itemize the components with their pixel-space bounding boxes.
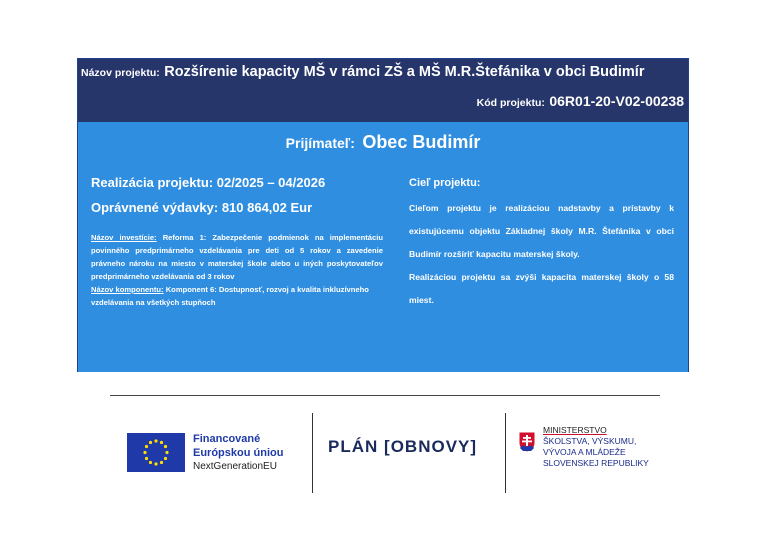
project-name-value: Rozšírenie kapacity MŠ v rámci ZŠ a MŠ M.R.Štefánika v obci Budimír <box>164 64 645 80</box>
poster-body <box>78 122 688 372</box>
project-name-label: Názov projektu: <box>81 67 160 79</box>
goal-text-1: Cieľom projektu je realizáciou nadstavby a prístavby k existujúcemu objektu Základnej školy M.R. Štefánika v obci Budimír rozšíriť kapacitu materskej školy. <box>409 203 674 259</box>
recipient-label: Prijímateľ: <box>285 135 355 151</box>
bracket-open-icon: [ <box>384 437 391 456</box>
divider-line <box>110 395 660 396</box>
plan-word: PLÁN <box>328 437 379 456</box>
expenses <box>91 200 383 215</box>
ministry-line-2: ŠKOLSTVA, VÝSKUMU, <box>543 436 637 446</box>
logo-divider-1 <box>312 413 313 493</box>
investment-label: Názov investície: <box>91 233 157 242</box>
obnovy-word: OBNOVY <box>390 437 471 456</box>
poster-header <box>78 59 688 122</box>
ministry-line-3: VÝVOJA A MLÁDEŽE <box>543 447 626 457</box>
bracket-close-icon: ] <box>470 437 478 456</box>
logo-divider-2 <box>505 413 506 493</box>
project-code-label: Kód projektu: <box>476 97 545 109</box>
expenses-label: Oprávnené výdavky: <box>91 200 219 215</box>
realization <box>91 175 383 190</box>
recipient-value: Obec Budimír <box>362 132 481 152</box>
logo-strip <box>0 405 765 505</box>
eu-line-1: Financované <box>193 433 261 445</box>
expenses-value: 810 864,02 Eur <box>221 200 313 215</box>
realization-label: Realizácia projektu: <box>91 175 214 190</box>
project-name <box>81 63 644 81</box>
plan-obnovy-logo <box>328 437 477 457</box>
eu-line-3: NextGenerationEU <box>193 461 277 472</box>
eu-funding-text <box>193 432 283 474</box>
ministry-text <box>543 425 649 469</box>
left-column <box>91 175 383 309</box>
project-poster <box>77 58 689 372</box>
right-column <box>409 177 674 312</box>
eu-flag-icon <box>127 433 185 472</box>
goal-text-2: Realizáciou projektu sa zvýši kapacita materskej školy o 58 miest. <box>409 272 674 305</box>
slovak-crest-icon <box>518 431 536 453</box>
goal-label: Cieľ projektu: <box>409 177 481 189</box>
investment-value: Reforma 1: Zabezpečenie podmienok na implementáciu povinného predprimárneho vzdelávania pre deti od 5 rokov a zavedenie právneho nároku na miesto v materskej škole alebo u iných poskytovateľov predprimárneho vzdelávania od 3 rokov <box>91 233 383 281</box>
component <box>91 283 383 309</box>
realization-value: 02/2025 – 04/2026 <box>216 175 326 190</box>
project-code <box>477 93 684 111</box>
ministry-line-1: MINISTERSTVO <box>543 425 607 435</box>
project-code-value: 06R01-20-V02-00238 <box>549 93 684 109</box>
investment <box>91 231 383 283</box>
component-label: Názov komponentu: <box>91 285 164 294</box>
component-value: Komponent 6: Dostupnosť, rozvoj a kvalita inkluzívneho vzdelávania na všetkých stupňoch <box>91 285 369 307</box>
recipient <box>78 132 688 153</box>
ministry-line-4: SLOVENSKEJ REPUBLIKY <box>543 458 649 468</box>
eu-line-2: Európskou úniou <box>193 447 284 459</box>
